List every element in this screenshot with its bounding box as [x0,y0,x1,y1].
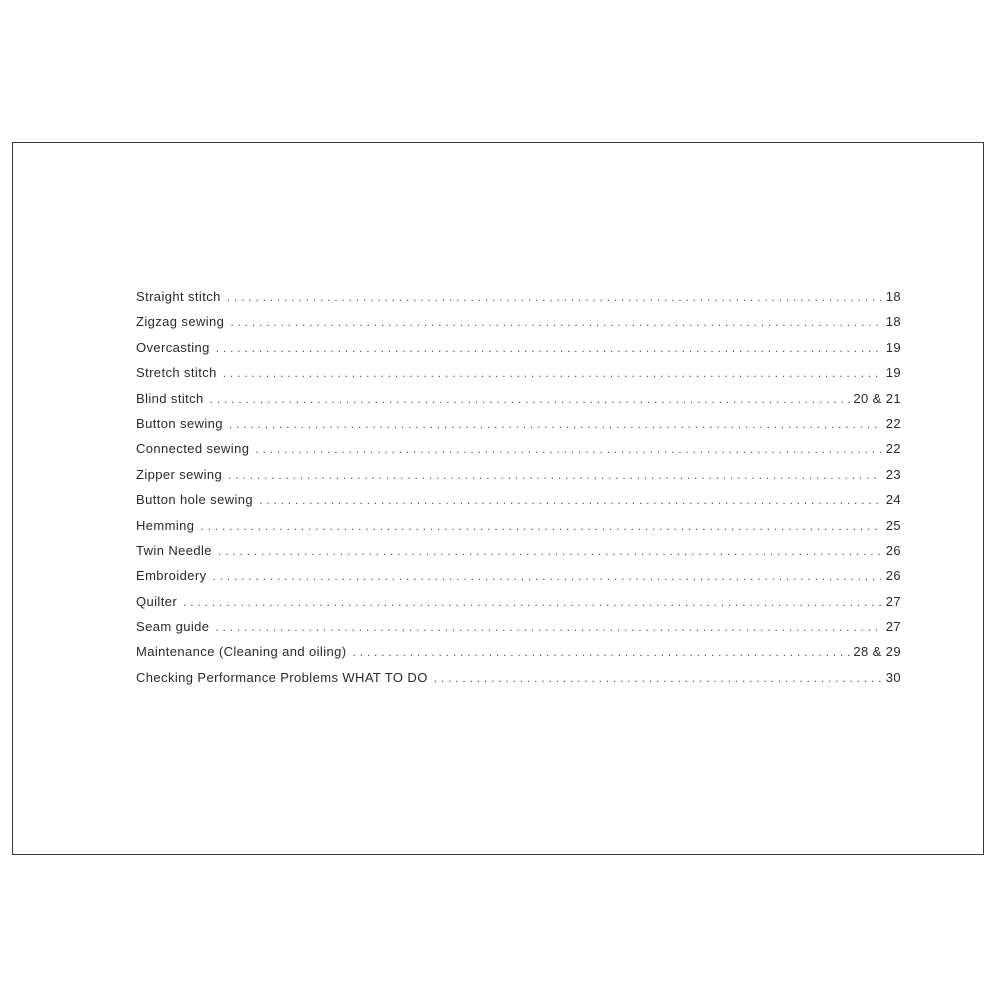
toc-entry [136,360,901,385]
toc-entry-title: Button sewing [136,415,223,431]
toc-entry-title: Stretch stitch [136,365,217,381]
toc-entry-page: 23 [885,466,901,482]
toc-dot-leader [227,285,881,310]
toc-dot-leader [210,387,852,412]
toc-dot-leader [353,640,852,665]
toc-entry-page: 19 [885,339,901,355]
toc-entry-title: Quilter [136,593,178,609]
toc-dot-leader [259,488,881,513]
table-of-contents [136,284,901,690]
toc-entry-title: Overcasting [136,339,210,355]
toc-entry [136,538,901,563]
toc-entry [136,411,901,436]
document-page [12,142,984,855]
toc-dot-leader [183,590,881,615]
toc-entry [136,462,901,487]
toc-dot-leader [218,539,881,564]
toc-entry-page: 30 [885,669,901,685]
toc-entry [136,487,901,512]
toc-entry-page: 20 & 21 [853,390,901,406]
toc-entry-title: Zigzag sewing [136,314,225,330]
toc-dot-leader [216,336,881,361]
toc-entry-page: 26 [885,568,901,584]
toc-dot-leader [229,412,881,437]
toc-entry-page: 22 [885,441,901,457]
toc-dot-leader [255,437,881,462]
toc-entry-title: Button hole sewing [136,492,254,508]
toc-entry [136,639,901,664]
toc-entry-page: 25 [885,517,901,533]
toc-entry-title: Blind stitch [136,390,204,406]
toc-entry [136,284,901,309]
toc-entry [136,386,901,411]
toc-entry [136,513,901,538]
toc-entry-page: 19 [885,365,901,381]
toc-entry-page: 27 [885,619,901,635]
toc-entry-page: 28 & 29 [853,644,901,660]
toc-entry [136,335,901,360]
toc-dot-leader [215,615,881,640]
toc-entry-page: 26 [885,542,901,558]
toc-entry [136,309,901,334]
toc-entry-title: Twin Needle [136,542,212,558]
toc-entry-title: Maintenance (Cleaning and oiling) [136,644,347,660]
toc-entry-title: Seam guide [136,619,210,635]
toc-entry-page: 27 [885,593,901,609]
toc-entry [136,563,901,588]
toc-entry [136,665,901,690]
toc-entry-page: 24 [885,492,901,508]
toc-entry [136,614,901,639]
toc-entry [136,589,901,614]
toc-dot-leader [223,361,881,386]
toc-dot-leader [228,463,881,488]
toc-entry-page: 18 [885,289,901,304]
toc-dot-leader [230,310,881,335]
toc-entry [136,436,901,461]
toc-dot-leader [434,666,881,691]
toc-entry-title: Straight stitch [136,289,221,304]
toc-entry-title: Embroidery [136,568,207,584]
toc-entry-title: Checking Performance Problems WHAT TO DO [136,669,428,685]
toc-entry-title: Connected sewing [136,441,250,457]
toc-entry-title: Hemming [136,517,195,533]
toc-entry-page: 18 [885,314,901,330]
toc-entry-title: Zipper sewing [136,466,223,482]
toc-dot-leader [200,514,881,539]
toc-entry-page: 22 [885,415,901,431]
toc-dot-leader [212,564,881,589]
